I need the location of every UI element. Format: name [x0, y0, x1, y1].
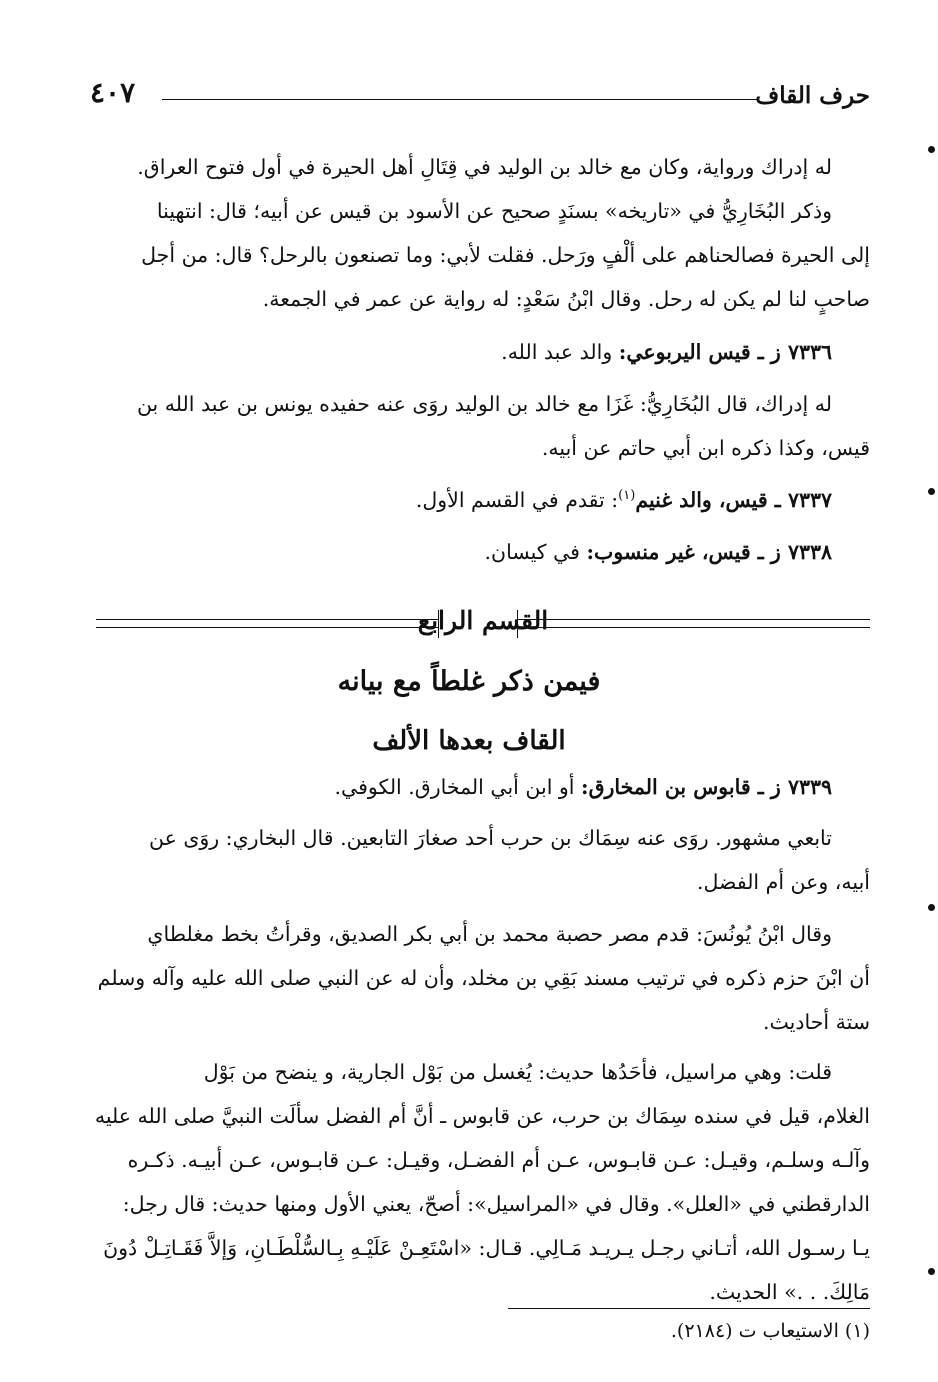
text-line: له إدراك ورواية، وكان مع خالد بن الوليد في قِتَالِ أهل الحيرة في أول فتوح العراق. — [137, 155, 832, 179]
header-rule — [162, 99, 758, 100]
footnote: (١) الاستيعاب ت (٢١٨٤). — [670, 1320, 870, 1342]
text-line: الغلام، قيل في سنده سِمَاك بن حرب، عن قابوس ـ أنَّ أم الفضل سألَت النبيَّ صلى الله عليه — [94, 1104, 870, 1128]
paragraph — [92, 816, 870, 904]
entry-7338 — [92, 530, 870, 574]
footnote-ref: (١) — [618, 488, 636, 503]
divider-bar — [438, 610, 439, 638]
entry-continuation — [92, 145, 870, 321]
entry-heading-rest: أو ابن أبي المخارق. الكوفي. — [334, 775, 582, 799]
entry-7337 — [92, 474, 870, 522]
paragraph — [92, 912, 870, 1044]
text-line: أن ابْنَ حزم ذكره في ترتيب مسند بَقِي بن مخلد، وأن له عن النبي صلى الله عليه وآله وسلم — [97, 966, 870, 990]
entry-7336 — [92, 330, 870, 470]
entry-heading: ٧٣٣٨ ز ـ قيس، غير منسوب: — [586, 540, 832, 564]
entry-heading-line — [92, 765, 870, 809]
margin-mark — [928, 488, 935, 495]
running-header — [90, 76, 870, 118]
text-line: أبيه، وعن أم الفضل. — [697, 870, 870, 894]
entry-heading-rest: : تقدم في القسم الأول. — [415, 487, 619, 512]
text-line: إلى الحيرة فصالحناهم على ألْفٍ ورَحل. فقلت لأبي: وما تصنعون بالرحل؟ قال: من أجل — [141, 243, 870, 267]
margin-mark — [928, 904, 935, 911]
page-number: ٤٠٧ — [90, 76, 136, 109]
text-line: صاحبٍ لنا لم يكن له رحل. وقال ابْنُ سَعْدٍ: له رواية عن عمر في الجمعة. — [262, 287, 870, 311]
text-line: يـا رسـول الله، أتـاني رجـل يـريـد مَـالِي. قـال: «اسْتَعِـنْ عَلَيْـهِ بِـالسُّلْطَـانِ، وَإلاَّ فَقَـاتِـلْ دُونَ — [103, 1236, 870, 1260]
section-divider — [96, 606, 870, 646]
entry-heading-rest: في كيسان. — [484, 540, 587, 564]
text-line: ستة أحاديث. — [763, 1010, 870, 1034]
entry-heading: ٧٣٣٧ ـ قيس، والد غنيم — [635, 487, 832, 512]
footnote-rule — [508, 1308, 870, 1309]
section-title: القسم الرابع — [417, 606, 549, 635]
text-line: وآلـه وسلـم، وقيـل: عـن قابـوس، عـن أم الفضـل، وقيـل: عـن قابـوس، عـن أبيـه. ذكـره — [127, 1148, 870, 1172]
entry-heading-line — [92, 474, 870, 522]
divider-rule-left — [96, 619, 438, 628]
entry-heading: ٧٣٣٩ ز ـ قابوس بن المخارق: — [581, 775, 832, 799]
text-line: وقال ابْنُ يُونُسَ: قدم مصر حصبة محمد بن أبي بكر الصديق، وقرأتُ بخط مغلطاي — [147, 922, 832, 946]
text-line: تابعي مشهور. روَى عنه سِمَاك بن حرب أحد صغارَ التابعين. قال البخاري: روَى عن — [148, 826, 832, 850]
text-line: قيس، وكذا ذكره ابن أبي حاتم عن أبيه. — [541, 436, 870, 460]
entry-heading-rest: والد عبد الله. — [501, 340, 619, 364]
margin-mark — [928, 1268, 935, 1275]
text-line: مَالِكَ. . .» الحديث. — [709, 1280, 870, 1304]
chapter-title: حرف القاف — [755, 82, 870, 109]
text-line: الدارقطني في «العلل». وقال في «المراسيل»: أصحّ، يعني الأول ومنها حديث: قال رجل: — [122, 1192, 870, 1216]
letter-heading: القاف بعدها الألف — [372, 726, 566, 756]
entry-7339 — [92, 765, 870, 809]
margin-mark — [928, 146, 935, 153]
text-line: قلت: وهي مراسيل، فأحَدُها حديث: يُغسل من بَوْل الجارية، و ينضح من بَوْل — [203, 1060, 832, 1084]
entry-heading-line — [92, 330, 870, 374]
section-subtitle: فيمن ذكر غلطاً مع بيانه — [337, 666, 601, 697]
entry-heading-line — [92, 530, 870, 574]
paragraph — [92, 1050, 870, 1314]
text-line: له إدراك، قال البُخَارِيُّ: غَزَا مع خالد بن الوليد روَى عنه حفيده يونس بن عبد الله بن — [136, 392, 832, 416]
text-line: وذكر البُخَارِيُّ في «تاريخه» بسنَدٍ صحيح عن الأسود بن قيس عن أبيه؛ قال: انتهينا — [156, 199, 832, 223]
entry-heading: ٧٣٣٦ ز ـ قيس اليربوعي: — [618, 340, 832, 364]
divider-rule-right — [518, 619, 870, 628]
